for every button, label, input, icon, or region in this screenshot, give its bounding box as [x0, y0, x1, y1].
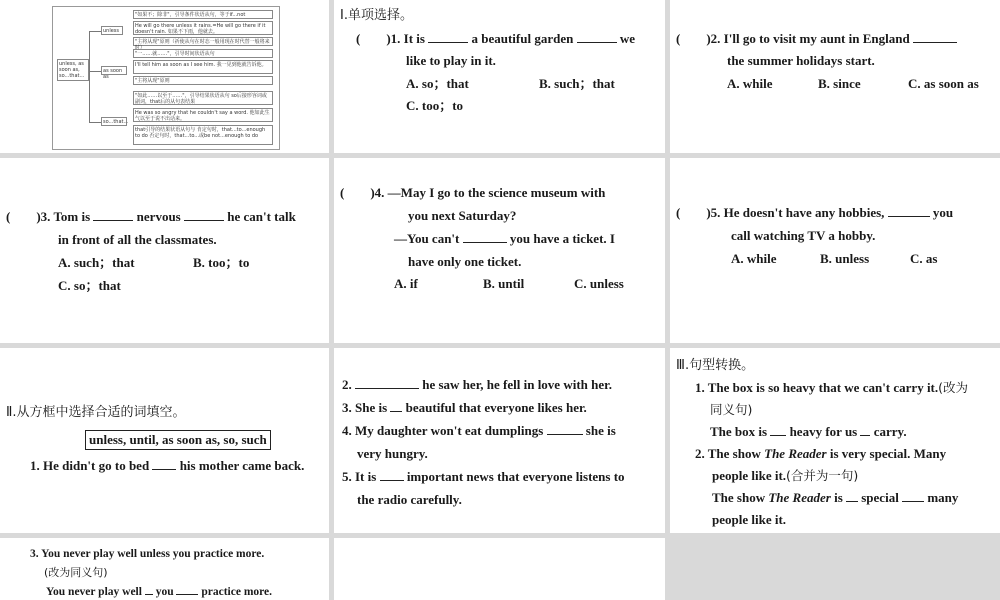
mindmap-root: unless, as soon as, so...that...	[57, 59, 89, 81]
section-title: Ⅰ.单项选择。	[340, 8, 413, 23]
option-c: C. so；that	[58, 278, 121, 293]
connector	[89, 122, 101, 123]
fill-question-5-line2: the radio carefully.	[357, 492, 462, 507]
mindmap-note: He will go there unless it rains.=He will go there if it doesn't rain. 如果不下雨，他就去。	[133, 21, 273, 35]
option-c: C. as	[910, 251, 938, 266]
option-c: C. too；to	[406, 98, 464, 113]
option-a: A. while	[727, 76, 773, 91]
question-3: ( )3. Tom is nervous he can't talk	[6, 209, 296, 224]
option-c: C. unless	[574, 276, 624, 291]
answer-paren: ( )	[676, 31, 711, 46]
mindmap-note: that引导的结果状语从句与 肯定句时，that...to...enough to do 否定句时，that...to...或be not...enough to do	[133, 125, 273, 145]
answer-paren: ( )	[6, 209, 41, 224]
answer-blank[interactable]	[770, 425, 786, 436]
question-5-line2: call watching TV a hobby.	[731, 228, 876, 243]
panel-q1	[334, 0, 665, 153]
option-a: A. if	[394, 276, 418, 291]
mindmap-branch-unless: unless	[101, 26, 123, 35]
answer-blank[interactable]	[184, 210, 224, 221]
option-a: A. so；that	[406, 76, 469, 91]
panel-q3	[0, 158, 329, 343]
answer-blank[interactable]	[93, 210, 133, 221]
answer-paren: ( )	[356, 31, 391, 46]
panel-mindmap	[0, 0, 329, 153]
section-title: Ⅲ.句型转换。	[676, 358, 755, 373]
transform-question-3-note: (改为同义句)	[44, 566, 108, 579]
transform-answer-2-line2: people like it.	[712, 512, 787, 527]
mindmap-note: "一……就……"，引导时间状语从句	[133, 49, 273, 58]
connector	[89, 31, 90, 123]
question-4-line4: have only one ticket.	[408, 254, 522, 269]
transform-question-3: 3. You never play well unless you practice more.	[30, 548, 265, 560]
option-b: B. since	[818, 76, 861, 91]
answer-blank[interactable]	[577, 32, 617, 43]
transform-question-2-line2: people like it.(合并为一句)	[712, 468, 859, 483]
connector	[89, 31, 101, 32]
option-b: B. unless	[820, 251, 870, 266]
mind-map	[52, 6, 280, 150]
fill-question-4: 4. My daughter won't eat dumplings she is	[342, 423, 616, 438]
answer-blank[interactable]	[390, 401, 402, 412]
mindmap-note: He was so angry that he couldn't say a word. 他如此生气以至于说不出话来。	[133, 108, 273, 122]
answer-blank[interactable]	[380, 470, 404, 481]
transform-question-2: 2. The show The Reader is very special. Many	[695, 446, 947, 461]
option-c: C. as soon as	[908, 76, 979, 91]
panel-q2	[670, 0, 1000, 153]
transform-question-1: 1. The box is so heavy that we can't carry it.(改为	[695, 380, 969, 395]
mindmap-note: "如此……以至于……"，引导结果状语从句 so后接形容词或副词，that后的从句表结果	[133, 91, 273, 105]
fill-question-4-line2: very hungry.	[357, 446, 428, 461]
transform-answer-1: The box is heavy for us carry.	[710, 424, 907, 439]
transform-question-1-note: 同义句)	[710, 402, 753, 417]
answer-blank[interactable]	[902, 491, 924, 502]
panel-section2	[0, 348, 329, 533]
option-b: B. until	[483, 276, 525, 291]
mindmap-note: "如果不；除非"，引导条件状语从句，等于if...not	[133, 10, 273, 19]
answer-blank[interactable]	[913, 32, 957, 43]
panel-empty	[334, 538, 665, 600]
question-5: ( )5. He doesn't have any hobbies, you	[676, 205, 954, 220]
question-2-line2: the summer holidays start.	[727, 53, 875, 68]
answer-blank[interactable]	[428, 32, 468, 43]
fill-question-1: 1. He didn't go to bed his mother came back.	[30, 458, 305, 473]
mindmap-note: I'll tell him as soon as I see him. 我一见到他就告诉他。	[133, 60, 273, 74]
answer-blank[interactable]	[547, 424, 583, 435]
panel-section3	[670, 348, 1000, 533]
question-1: ( )1. It is a beautiful garden we	[356, 31, 635, 46]
answer-blank[interactable]	[463, 232, 507, 243]
fill-question-2: 2. he saw her, he fell in love with her.	[342, 377, 612, 392]
mindmap-branch-so-that: so...that...	[103, 119, 129, 125]
answer-blank[interactable]	[846, 491, 858, 502]
panel-section2-cont	[334, 348, 665, 533]
word-box: unless, until, as soon as, so, such	[85, 430, 271, 450]
panel-q4	[334, 158, 665, 343]
answer-paren: ( )	[676, 205, 711, 220]
answer-blank[interactable]	[152, 459, 176, 470]
panel-q5	[670, 158, 1000, 343]
option-b: B. too；to	[193, 255, 250, 270]
question-4-line2: you next Saturday?	[408, 208, 517, 223]
answer-blank[interactable]	[176, 584, 198, 595]
fill-question-5: 5. It is important news that everyone listens to	[342, 469, 625, 484]
answer-blank[interactable]	[860, 425, 870, 436]
option-a: A. such；that	[58, 255, 135, 270]
question-2: ( )2. I'll go to visit my aunt in England	[676, 31, 957, 47]
question-3-line2: in front of all the classmates.	[58, 232, 217, 247]
mindmap-note: "主将从现"原则	[133, 76, 273, 85]
connector	[89, 71, 101, 72]
mindmap-note: "主将从现"原则（祈使从句在时态一般用现在时代替一般将来时）	[133, 37, 273, 46]
answer-blank[interactable]	[888, 206, 930, 217]
answer-paren: ( )	[340, 185, 375, 200]
answer-blank[interactable]	[355, 378, 419, 389]
option-a: A. while	[731, 251, 777, 266]
answer-blank[interactable]	[145, 584, 153, 595]
panel-section3-cont	[0, 538, 329, 600]
question-4: ( )4. —May I go to the science museum with	[340, 185, 606, 200]
question-4-line3: —You can't you have a ticket. I	[394, 231, 615, 246]
transform-answer-2: The show The Reader is special many	[712, 490, 959, 505]
question-1-line2: like to play in it.	[406, 53, 496, 68]
fill-question-3: 3. She is beautiful that everyone likes her.	[342, 400, 587, 415]
mindmap-branch-as-soon-as: as soon as	[101, 66, 127, 75]
option-b: B. such；that	[539, 76, 615, 91]
section-title: Ⅱ.从方框中选择合适的词填空。	[6, 405, 186, 420]
transform-answer-3: You never play well you practice more.	[46, 586, 273, 598]
